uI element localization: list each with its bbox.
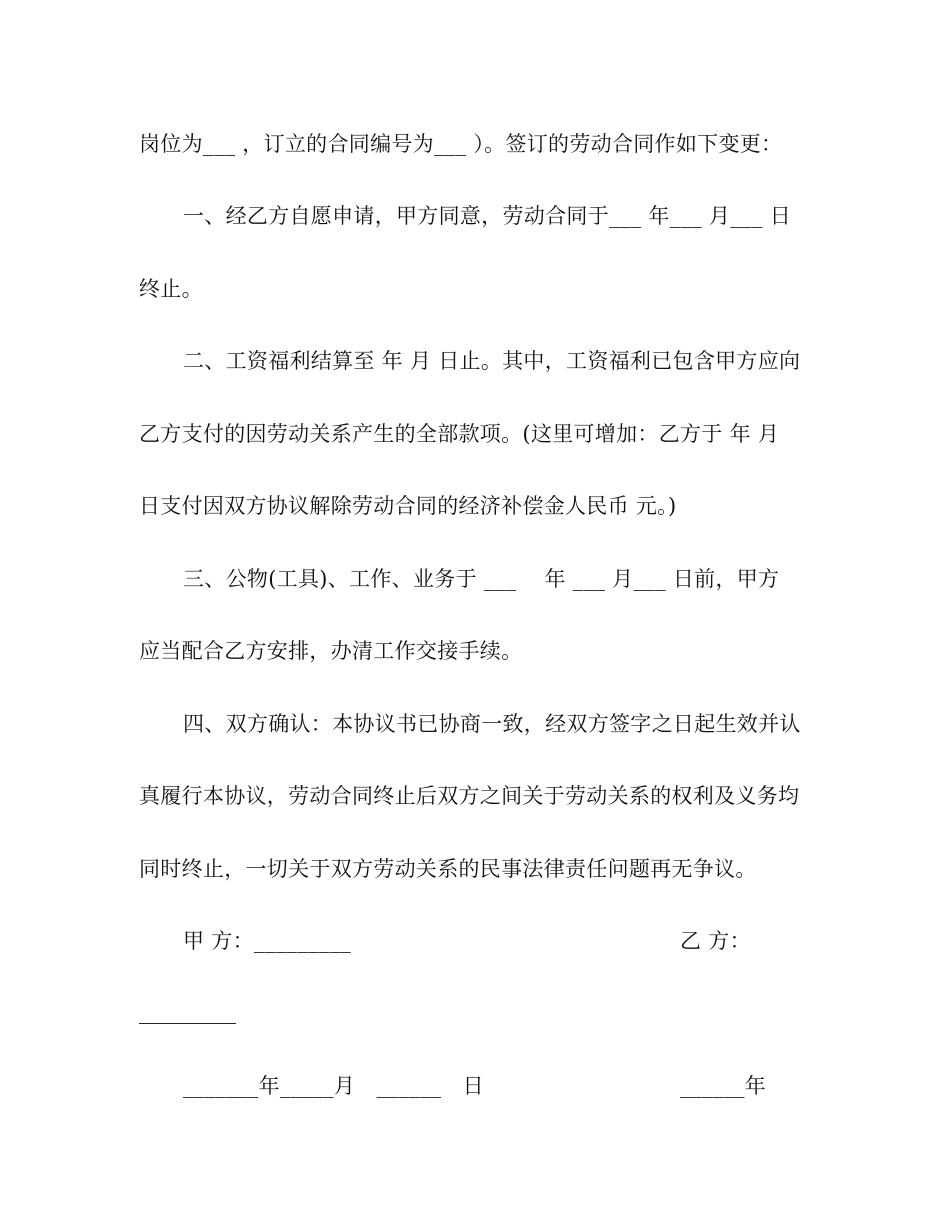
clause-one-line: 一、经乙方自愿申请，甲方同意，劳动合同于___ 年___ 月___ 日 bbox=[183, 204, 792, 228]
date-right: ______年 bbox=[680, 1074, 767, 1098]
clause-four-line: 真履行本协议，劳动合同终止后双方之间关于劳动关系的权利及义务均 bbox=[139, 784, 800, 808]
signature-blank-line bbox=[139, 1023, 236, 1024]
clause-three-line: 应当配合乙方安排，办清工作交接手续。 bbox=[139, 639, 523, 663]
clause-two-line: 日支付因双方协议解除劳动合同的经济补偿金人民币 元。) bbox=[139, 494, 677, 518]
clause-four-line: 四、双方确认：本协议书已协商一致，经双方签字之日起生效并认 bbox=[183, 712, 801, 736]
party-b-signature: 乙 方： bbox=[680, 929, 751, 953]
clause-two-line: 乙方支付的因劳动关系产生的全部款项。(这里可增加：乙方于 年 月 bbox=[139, 422, 780, 446]
paragraph-line: 岗位为___ ，订立的合同编号为___ ）。签订的劳动合同作如下变更： bbox=[139, 132, 783, 156]
date-left: _______年_____月 ______ 日 bbox=[183, 1074, 484, 1098]
clause-one-line: 终止。 bbox=[139, 277, 203, 301]
clause-three-line: 三、公物(工具)、工作、业务于 ___ 年 ___ 月___ 日前，甲方 bbox=[183, 567, 780, 591]
party-a-signature: 甲 方：_________ bbox=[183, 929, 352, 953]
clause-two-line: 二、工资福利结算至 年 月 日止。其中，工资福利已包含甲方应向 bbox=[183, 349, 801, 373]
clause-four-line: 同时终止，一切关于双方劳动关系的民事法律责任问题再无争议。 bbox=[139, 857, 757, 881]
